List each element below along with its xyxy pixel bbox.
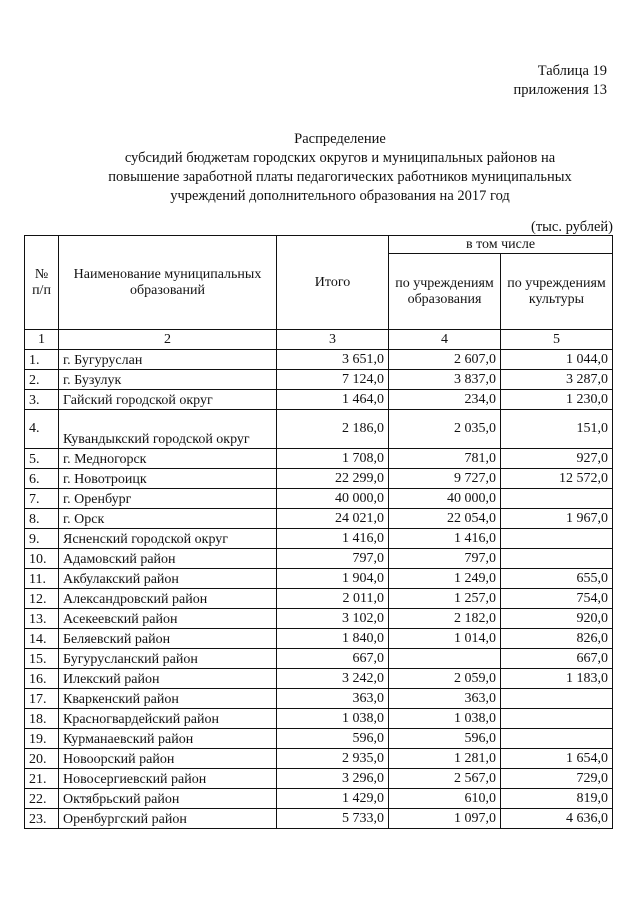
municipality-name: Красногвардейский район: [59, 709, 277, 729]
row-number: 10.: [25, 549, 59, 569]
row-number: 23.: [25, 809, 59, 829]
title-line: субсидий бюджетам городских округов и муниципальных районов на: [124, 150, 556, 166]
table-row: [25, 809, 613, 829]
title-line: повышение заработной платы педагогических работников муниципальных: [108, 169, 572, 185]
table-row: [25, 529, 613, 549]
row-number: 14.: [25, 629, 59, 649]
municipality-name: Александровский район: [59, 589, 277, 609]
table-row: [25, 709, 613, 729]
municipality-name: г. Медногорск: [59, 449, 277, 469]
total-value: 1 708,0: [277, 449, 389, 469]
municipality-name: Новосергиевский район: [59, 769, 277, 789]
table-row: [25, 669, 613, 689]
culture-value: 1 183,0: [501, 669, 613, 689]
culture-value: 151,0: [501, 410, 613, 449]
table-row: [25, 350, 613, 370]
education-value: 1 249,0: [389, 569, 501, 589]
total-value: 3 296,0: [277, 769, 389, 789]
row-number: 6.: [25, 469, 59, 489]
total-value: 22 299,0: [277, 469, 389, 489]
row-number: 1.: [25, 350, 59, 370]
row-number: 8.: [25, 509, 59, 529]
table-row: [25, 410, 613, 449]
education-value: 2 035,0: [389, 410, 501, 449]
culture-value: [501, 549, 613, 569]
table-row: [25, 749, 613, 769]
annex-table-number: Таблица 19: [537, 63, 607, 79]
education-value: 9 727,0: [389, 469, 501, 489]
total-value: 1 038,0: [277, 709, 389, 729]
row-number: 3.: [25, 390, 59, 410]
column-numbers-row: [25, 330, 613, 350]
municipality-name: Кваркенский район: [59, 689, 277, 709]
row-number: 18.: [25, 709, 59, 729]
municipality-name: г. Бугуруслан: [59, 350, 277, 370]
education-value: 363,0: [389, 689, 501, 709]
culture-value: 729,0: [501, 769, 613, 789]
total-value: 3 102,0: [277, 609, 389, 629]
total-value: 1 416,0: [277, 529, 389, 549]
culture-value: 754,0: [501, 589, 613, 609]
total-value: 2 186,0: [277, 410, 389, 449]
municipality-name: Кувандыкский городской округ: [59, 410, 277, 449]
culture-value: [501, 689, 613, 709]
row-number: 20.: [25, 749, 59, 769]
table-row: [25, 569, 613, 589]
document-title: [60, 130, 620, 206]
row-number: 4.: [25, 410, 59, 449]
culture-value: [501, 529, 613, 549]
row-number: 7.: [25, 489, 59, 509]
education-value: 2 059,0: [389, 669, 501, 689]
table-row: [25, 609, 613, 629]
municipality-name: Бугурусланский район: [59, 649, 277, 669]
culture-value: [501, 709, 613, 729]
culture-value: 655,0: [501, 569, 613, 589]
total-value: 596,0: [277, 729, 389, 749]
culture-value: 920,0: [501, 609, 613, 629]
header-education: по учреждениям образования: [389, 254, 501, 330]
header-including: в том числе: [389, 236, 613, 254]
table-row: [25, 489, 613, 509]
culture-value: 1 654,0: [501, 749, 613, 769]
table-row: [25, 649, 613, 669]
education-value: 22 054,0: [389, 509, 501, 529]
municipality-name: Акбулакский район: [59, 569, 277, 589]
total-value: 1 840,0: [277, 629, 389, 649]
municipality-name: г. Оренбург: [59, 489, 277, 509]
municipality-name: Адамовский район: [59, 549, 277, 569]
total-value: 363,0: [277, 689, 389, 709]
municipality-name: Новоорский район: [59, 749, 277, 769]
table-row: [25, 469, 613, 489]
table-row: [25, 769, 613, 789]
education-value: 781,0: [389, 449, 501, 469]
subsidy-table: [24, 235, 613, 829]
culture-value: 927,0: [501, 449, 613, 469]
table-row: [25, 729, 613, 749]
total-value: 24 021,0: [277, 509, 389, 529]
title-line: учреждений дополнительного образования на 2017 год: [170, 188, 510, 204]
table-row: [25, 629, 613, 649]
municipality-name: г. Бузулук: [59, 370, 277, 390]
education-value: 1 038,0: [389, 709, 501, 729]
education-value: 40 000,0: [389, 489, 501, 509]
education-value: 3 837,0: [389, 370, 501, 390]
municipality-name: Ясненский городской округ: [59, 529, 277, 549]
education-value: 2 567,0: [389, 769, 501, 789]
row-number: 16.: [25, 669, 59, 689]
annex-appendix-number: приложения 13: [513, 82, 607, 98]
education-value: 2 182,0: [389, 609, 501, 629]
municipality-name: Курманаевский район: [59, 729, 277, 749]
row-number: 2.: [25, 370, 59, 390]
municipality-name: Асекеевский район: [59, 609, 277, 629]
culture-value: 826,0: [501, 629, 613, 649]
table-row: [25, 589, 613, 609]
municipality-name: г. Новотроицк: [59, 469, 277, 489]
row-number: 11.: [25, 569, 59, 589]
row-number: 13.: [25, 609, 59, 629]
municipality-name: Октябрьский район: [59, 789, 277, 809]
table-row: [25, 509, 613, 529]
total-value: 7 124,0: [277, 370, 389, 390]
table-body: [25, 350, 613, 829]
municipality-name: Беляевский район: [59, 629, 277, 649]
title-line: Распределение: [294, 131, 386, 147]
header-total: Итого: [277, 236, 389, 330]
municipality-name: г. Орск: [59, 509, 277, 529]
total-value: 667,0: [277, 649, 389, 669]
culture-value: [501, 489, 613, 509]
row-number: 17.: [25, 689, 59, 709]
education-value: 797,0: [389, 549, 501, 569]
culture-value: 1 967,0: [501, 509, 613, 529]
total-value: 1 464,0: [277, 390, 389, 410]
table-row: [25, 689, 613, 709]
row-number: 5.: [25, 449, 59, 469]
table-row: [25, 390, 613, 410]
row-number: 19.: [25, 729, 59, 749]
annex-label: [514, 62, 607, 100]
total-value: 1 429,0: [277, 789, 389, 809]
header-num: № п/п: [25, 236, 59, 330]
education-value: 1 416,0: [389, 529, 501, 549]
culture-value: 4 636,0: [501, 809, 613, 829]
column-number: 3: [277, 330, 389, 350]
total-value: 3 651,0: [277, 350, 389, 370]
education-value: 2 607,0: [389, 350, 501, 370]
culture-value: 12 572,0: [501, 469, 613, 489]
education-value: 596,0: [389, 729, 501, 749]
culture-value: 667,0: [501, 649, 613, 669]
row-number: 12.: [25, 589, 59, 609]
header-culture: по учреждениям культуры: [501, 254, 613, 330]
table-row: [25, 370, 613, 390]
total-value: 40 000,0: [277, 489, 389, 509]
column-number: 5: [501, 330, 613, 350]
total-value: 2 935,0: [277, 749, 389, 769]
units-label: (тыс. рублей): [531, 219, 613, 235]
total-value: 2 011,0: [277, 589, 389, 609]
culture-value: 3 287,0: [501, 370, 613, 390]
education-value: 1 097,0: [389, 809, 501, 829]
table-row: [25, 789, 613, 809]
culture-value: 1 230,0: [501, 390, 613, 410]
culture-value: 819,0: [501, 789, 613, 809]
municipality-name: Гайский городской округ: [59, 390, 277, 410]
total-value: 5 733,0: [277, 809, 389, 829]
education-value: 1 281,0: [389, 749, 501, 769]
header-name: Наименование муниципальных образований: [59, 236, 277, 330]
culture-value: [501, 729, 613, 749]
municipality-name: Оренбургский район: [59, 809, 277, 829]
column-number: 2: [59, 330, 277, 350]
row-number: 9.: [25, 529, 59, 549]
total-value: 797,0: [277, 549, 389, 569]
column-number: 4: [389, 330, 501, 350]
table-row: [25, 449, 613, 469]
education-value: 1 257,0: [389, 589, 501, 609]
total-value: 3 242,0: [277, 669, 389, 689]
row-number: 21.: [25, 769, 59, 789]
column-number: 1: [25, 330, 59, 350]
row-number: 15.: [25, 649, 59, 669]
education-value: 610,0: [389, 789, 501, 809]
table-row: [25, 549, 613, 569]
total-value: 1 904,0: [277, 569, 389, 589]
education-value: 1 014,0: [389, 629, 501, 649]
education-value: 234,0: [389, 390, 501, 410]
education-value: [389, 649, 501, 669]
culture-value: 1 044,0: [501, 350, 613, 370]
row-number: 22.: [25, 789, 59, 809]
municipality-name: Илекский район: [59, 669, 277, 689]
